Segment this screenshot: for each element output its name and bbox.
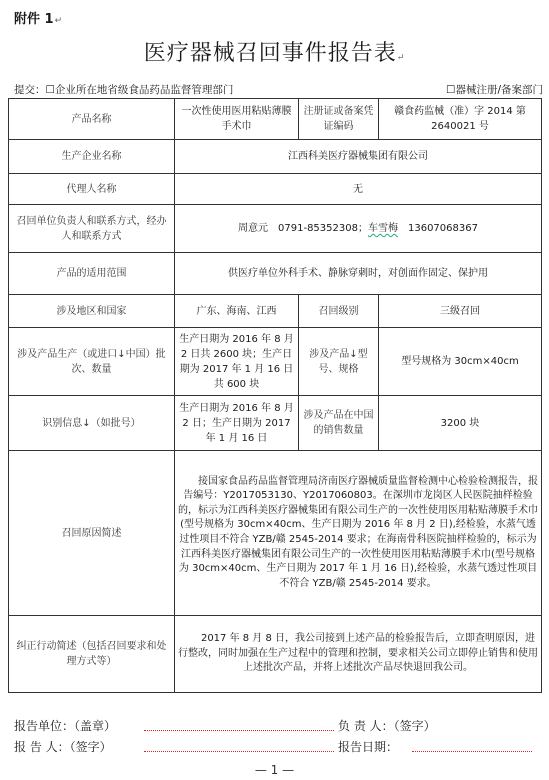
value-batch: 生产日期为 2016 年 8 月 2 日共 2600 块；生产日期为 2017 年 1 月 16 日共 600 块 [175, 328, 299, 396]
label-ident: 识别信息↓（如批号） [9, 396, 175, 451]
reporter-sign-line[interactable] [144, 749, 334, 752]
label-manufacturer: 生产企业名称 [9, 140, 175, 174]
value-scope: 供医疗单位外科手术、静脉穿刺时，对创面作固定、保护用 [175, 253, 542, 295]
value-reason: 接国家食品药品监督管理局济南医疗器械质量监督检测中心检验检测报告，报告编号：Y2017053130、Y2017060803。在深圳市龙岗区人民医院抽样检验的，标示为江西科美医疗器械集团有限公司生产的一次性使用医用粘贴薄膜手术巾(型号规格为 30cm×40cm、生产日期为 2016 年 8 月 2 日),经检验，水蒸气透过性项目不符合 YZB/赣 2545-2014 要求；在海南骨科医院抽样检验的，标示为江西科美医疗器械集团有限公司生产的一次性使用医用粘贴薄膜手术巾(型号规格为 30cm×40cm、生产日期为 2017 年 1 月 16 日),经检验，水蒸气透过性项目不符合 YZB/赣 2545-2014 要求。 [175, 451, 542, 616]
page-number: — 1 — [254, 763, 295, 777]
label-reg-code: 注册证或备案凭证编码 [299, 99, 379, 140]
row-product [9, 99, 542, 140]
row-contact [9, 205, 542, 253]
contact-part1: 周意元 0791-85352308； [238, 223, 368, 234]
row-ident [9, 396, 542, 451]
responsible-label: 负 责 人：（签字） [338, 719, 436, 733]
row-action [9, 616, 542, 693]
value-qty: 3200 块 [379, 396, 542, 451]
row-reason [9, 451, 542, 616]
value-level: 三级召回 [379, 295, 542, 328]
report-date-label: 报告日期： [338, 740, 399, 754]
row-agent [9, 174, 542, 205]
reporter-label: 报 告 人：（签字） [14, 740, 112, 754]
label-region: 涉及地区和国家 [9, 295, 175, 328]
label-contact: 召回单位负责人和联系方式，经办人和联系方式 [9, 205, 175, 253]
unit-seal-line[interactable] [144, 728, 334, 731]
label-action: 纠正行动简述（包括召回要求和处理方式等） [9, 616, 175, 693]
contact-part2: 13607068367 [397, 223, 478, 234]
label-agent: 代理人名称 [9, 174, 175, 205]
label-qty: 涉及产品在中国的销售数量 [299, 396, 379, 451]
value-action: 2017 年 8 月 8 日，我公司接到上述产品的检验报告后，立即查明原因，进行整改，同时加强在生产过程中的管理和控制，要求相关公司立即停止销售和使用上述批次产品，并将上述批次产品尽快退回我公司。 [175, 616, 542, 693]
unit-label: 报告单位：（盖章） [14, 719, 117, 733]
label-product-name: 产品名称 [9, 99, 175, 140]
label-reason: 召回原因简述 [9, 451, 175, 616]
contact-name2: 车雪梅 [367, 223, 398, 234]
submit-left: 提交：☐企业所在地省级食品药品监督管理部门 [14, 84, 234, 96]
attachment-label: 附件 1↵ [14, 12, 63, 27]
label-level: 召回级别 [299, 295, 379, 328]
row-region [9, 295, 542, 328]
row-manufacturer [9, 140, 542, 174]
value-agent: 无 [175, 174, 542, 205]
page-title: 医疗器械召回事件报告表↵ [143, 41, 406, 66]
submit-to-row [14, 82, 543, 96]
report-date-line[interactable] [412, 749, 532, 752]
value-model: 型号规格为 30cm×40cm [379, 328, 542, 396]
value-ident: 生产日期为 2016 年 8 月 2 日；生产日期为 2017 年 1 月 16 日 [175, 396, 299, 451]
report-table [8, 98, 542, 693]
value-product-name: 一次性使用医用粘贴薄膜手术巾 [175, 99, 299, 140]
row-scope [9, 253, 542, 295]
submit-right: ☐器械注册/备案部门 [446, 84, 543, 96]
value-reg-code: 赣食药监械（准）字 2014 第 2640021 号 [379, 99, 542, 140]
label-batch: 涉及产品生产（或进口↓中国）批次、数量 [9, 328, 175, 396]
row-batch [9, 328, 542, 396]
label-scope: 产品的适用范围 [9, 253, 175, 295]
label-model: 涉及产品↓型号、规格 [299, 328, 379, 396]
value-region: 广东、海南、江西 [175, 295, 299, 328]
value-manufacturer: 江西科美医疗器械集团有限公司 [175, 140, 542, 174]
value-contact [175, 205, 542, 253]
